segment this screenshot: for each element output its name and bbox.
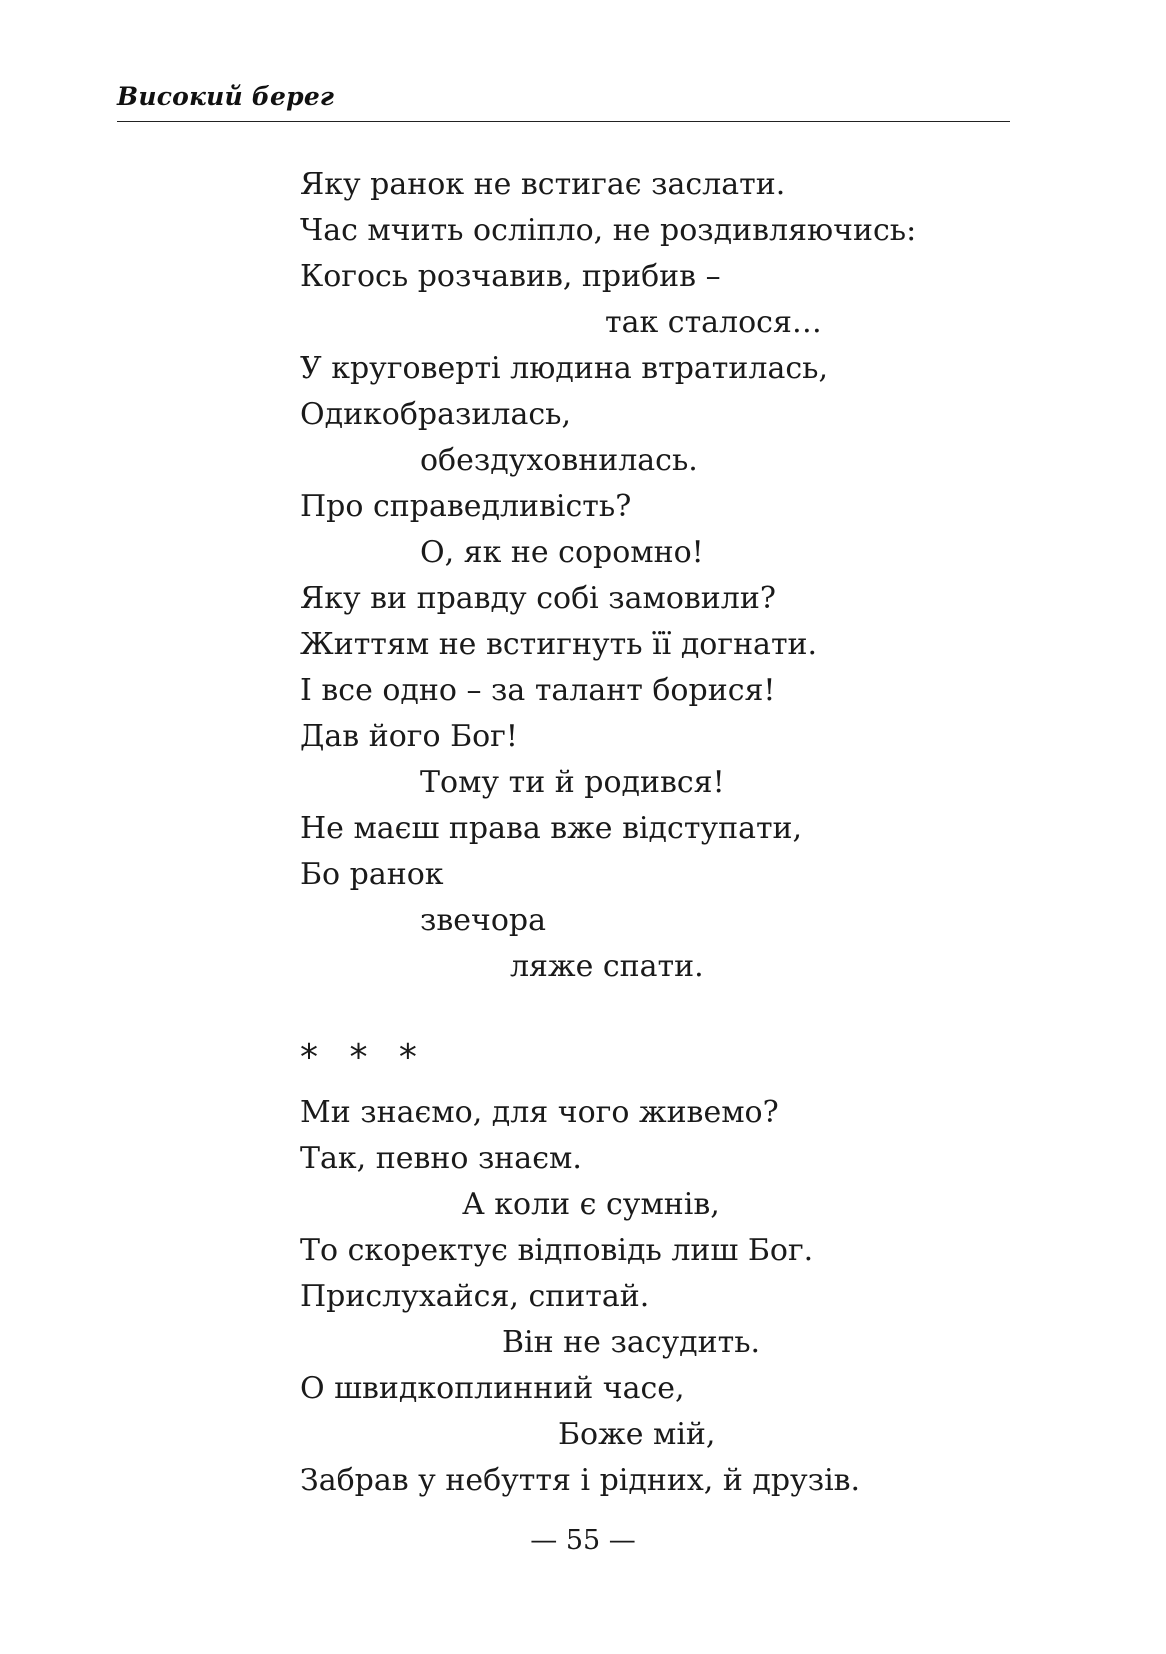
verse-line: То скоректує відповідь лиш Бог. <box>300 1233 814 1268</box>
verse-line: Не маєш права вже відступати, <box>300 811 803 846</box>
verse-line: звечора <box>420 903 546 938</box>
verse-line: Дав його Бог! <box>300 719 518 754</box>
verse-line: Яку ви правду собі замовили? <box>300 581 776 616</box>
verse-line: Життям не встигнуть її догнати. <box>300 627 818 662</box>
verse-line: О швидкоплинний часе, <box>300 1371 685 1406</box>
verse-line: А коли є сумнів, <box>462 1187 720 1222</box>
verse-line: Одикобразилась, <box>300 397 571 432</box>
verse-line: Тому ти й родився! <box>420 765 725 800</box>
section-separator: * * * <box>300 1037 427 1078</box>
verse-line: У круговерті людина втратилась, <box>300 351 829 386</box>
verse-line: Бо ранок <box>300 857 444 892</box>
verse-line: Когось розчавив, прибив – <box>300 259 721 294</box>
verse-line: О, як не соромно! <box>420 535 704 570</box>
running-header: Високий берег <box>117 82 335 111</box>
verse-line: Про справедливість? <box>300 489 632 524</box>
verse-line: ляже спати. <box>510 949 704 984</box>
verse-line: І все одно – за талант борися! <box>300 673 776 708</box>
verse-line: Прислухайся, спитай. <box>300 1279 650 1314</box>
page-number: — 55 — <box>530 1525 636 1556</box>
verse-line: Час мчить осліпло, не роздивляючись: <box>300 213 917 248</box>
verse-line: Яку ранок не встигає заслати. <box>300 167 786 202</box>
verse-line: Забрав у небуття і рідних, й друзів. <box>300 1463 861 1498</box>
verse-line: обездуховнилась. <box>420 443 698 478</box>
header-rule <box>117 121 1010 122</box>
verse-line: Він не засудить. <box>502 1325 761 1360</box>
verse-line: Так, певно знаєм. <box>300 1141 582 1176</box>
verse-line: так сталося… <box>605 305 822 340</box>
verse-line: Ми знаємо, для чого живемо? <box>300 1095 779 1130</box>
verse-line: Боже мій, <box>558 1417 716 1452</box>
